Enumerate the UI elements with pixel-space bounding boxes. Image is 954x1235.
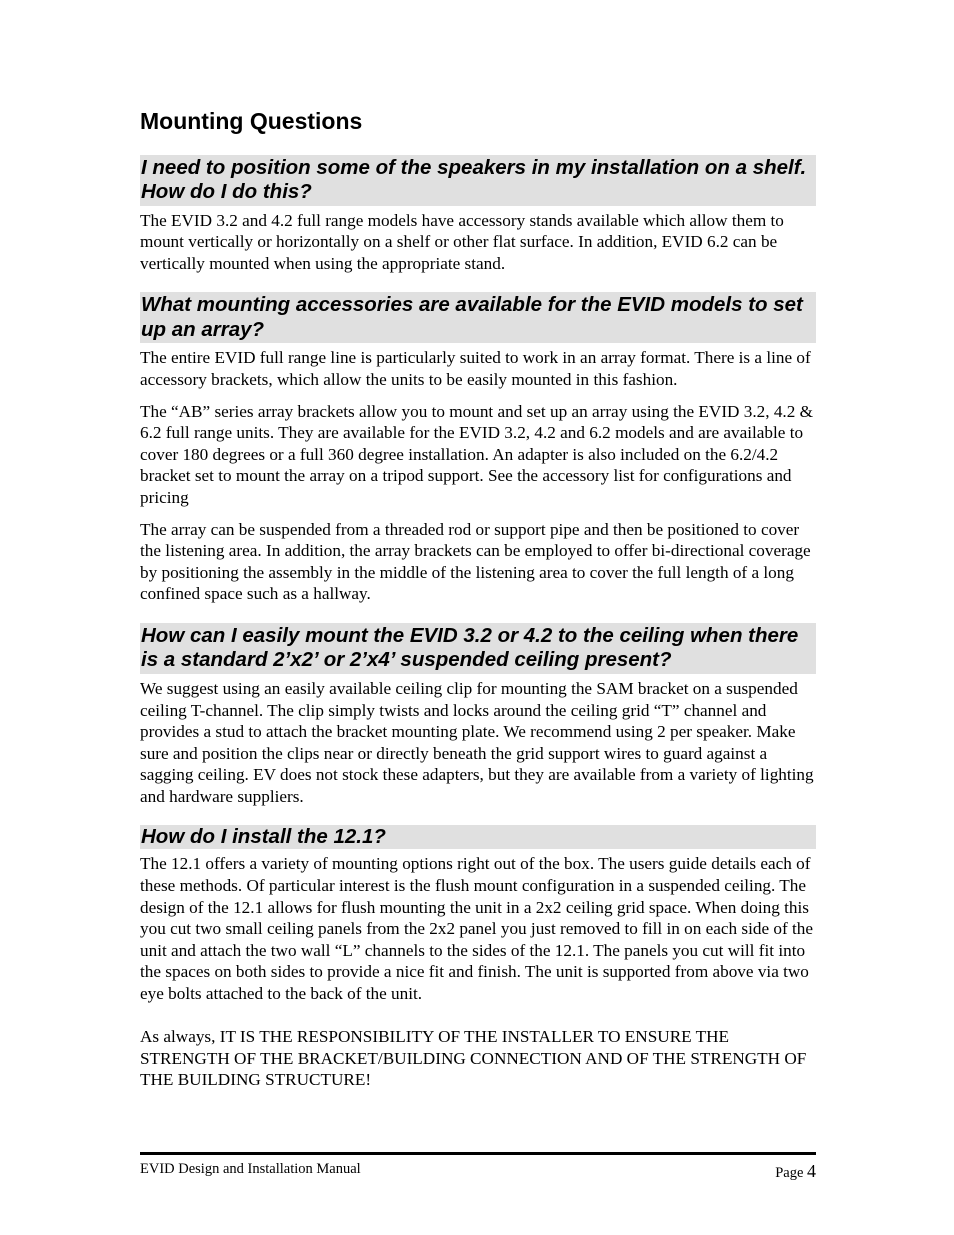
section-question-array: What mounting accessories are available for the EVID models to set up an array? [140, 292, 816, 343]
section-question-ceiling: How can I easily mount the EVID 3.2 or 4.2 to the ceiling when there is a standard 2’x2’ or 2’x4’ suspended ceiling present? [140, 623, 816, 674]
footer-page-number-group [775, 1161, 816, 1182]
section-paragraph: The entire EVID full range line is particularly suited to work in an array format. There is a line of accessory brackets, which allow the units to be easily mounted in this fashion. [140, 348, 811, 389]
footer-page-label: Page [775, 1165, 804, 1181]
section-paragraph: The “AB” series array brackets allow you to mount and set up an array using the EVID 3.2, 4.2 & 6.2 full range units. They are available for the EVID 3.2, 4.2 and 6.2 models and are available to cover 180 degrees or a full 360 degree installation. An adapter is also included on the 6.2/4.2 bracket set to mount the array on a tripod support. See the accessory list for configurations and pricing [140, 401, 813, 507]
section-paragraph: The EVID 3.2 and 4.2 full range models have accessory stands available which allow them to mount vertically or horizontally on a shelf or other flat surface. In addition, EVID 6.2 can be vertically mounted when using the appropriate stand. [140, 210, 784, 273]
section-question-shelf: I need to position some of the speakers in my installation on a shelf. How do I do this? [140, 155, 816, 206]
section-paragraph: The array can be suspended from a threaded rod or support pipe and then be positioned to cover the listening area. In addition, the array brackets can be employed to offer bi-directional coverage by positioning the assembly in the middle of the listening area to cover the full length of a long confined space such as a hallway. [140, 519, 811, 604]
footer-page-number: 4 [807, 1161, 816, 1181]
page-title: Mounting Questions [140, 108, 363, 134]
section-question-install-12-1: How do I install the 12.1? [140, 825, 816, 849]
page-footer [140, 1152, 816, 1182]
section-paragraph: The 12.1 offers a variety of mounting options right out of the box. The users guide details each of these methods. Of particular interest is the flush mount configuration in a suspended ceiling. The design of the 12.1 allows for flush mounting the unit in a 2x2 ceiling grid space. When doing this you cut two small ceiling panels from the 2x2 panel you just removed to fill in on each side of the unit and attach the two wall “L” channels to the sides of the 12.1. The panels you cut will fit into the spaces on both sides to provide a nice fit and finish. The unit is supported from above via two eye bolts attached to the back of the unit. [140, 854, 814, 1004]
page-body [140, 108, 816, 1091]
footer-document-title: EVID Design and Installation Manual [140, 1161, 361, 1177]
warning-paragraph: As always, IT IS THE RESPONSIBILITY OF THE INSTALLER TO ENSURE THE STRENGTH OF THE BRACKET/BUILDING CONNECTION AND OF THE STRENGTH OF THE BUILDING STRUCTURE! [140, 1027, 807, 1090]
section-paragraph: We suggest using an easily available ceiling clip for mounting the SAM bracket on a suspended ceiling T-channel. The clip simply twists and locks around the ceiling grid “T” channel and provides a stud to attach the bracket mounting plate. We recommend using 2 per speaker. Make sure and position the clips near or directly beneath the grid support wires to guard against a sagging ceiling. EV does not stock these adapters, but they are available from a variety of lighting and hardware suppliers. [140, 678, 814, 806]
